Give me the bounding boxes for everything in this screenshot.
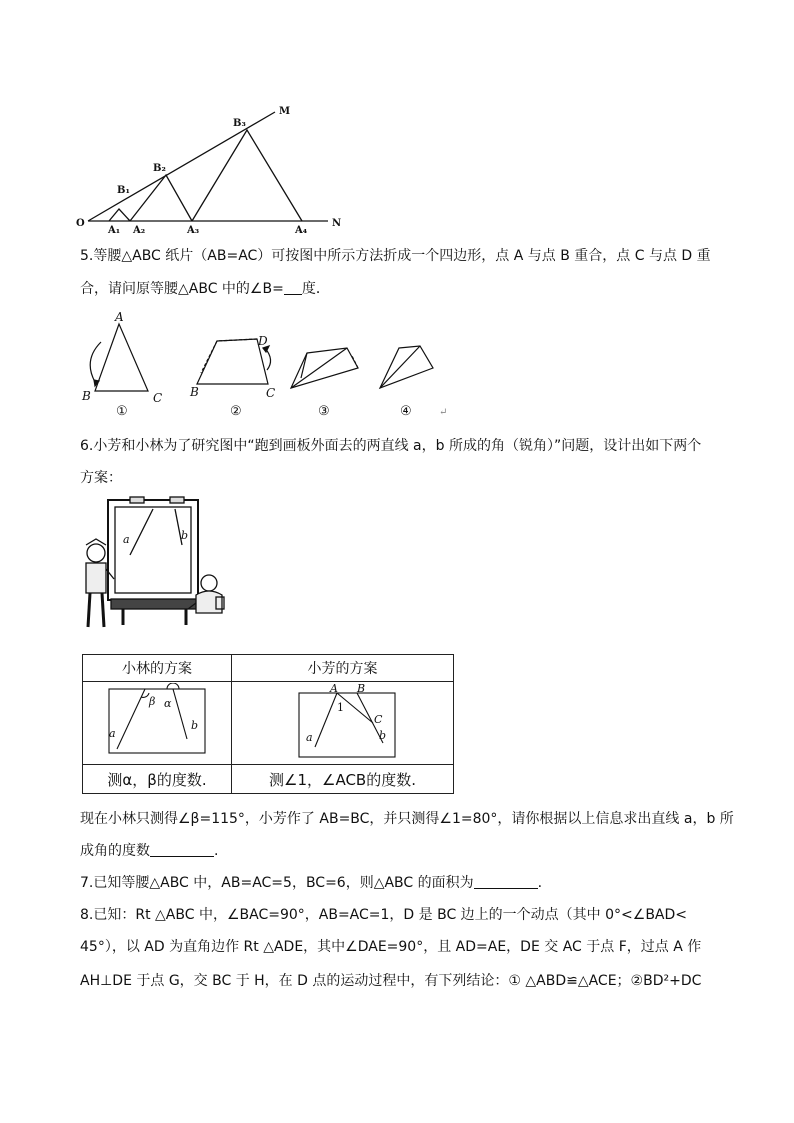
- board-label-b: b: [181, 529, 189, 542]
- label-a3: A₃: [187, 225, 200, 236]
- xl-label-alpha: α: [164, 697, 172, 710]
- label-b3: B₃: [233, 118, 246, 129]
- xl-label-a: a: [109, 727, 116, 740]
- xiaolin-figure-cell: [83, 682, 232, 765]
- xiaofang-figure: [263, 683, 423, 763]
- xf-label-a-line: a: [305, 731, 313, 744]
- step-label-2: ②: [230, 404, 242, 419]
- caption-xiaolin: 测α，β的度数.: [83, 765, 232, 794]
- label-o: O: [76, 218, 85, 229]
- angle-triangles-figure: [70, 100, 360, 240]
- q8-line-2: 45°），以 AD 为直角边作 Rt △ADE，其中∠DAE=90°，且 AD=AE，DE 交 AC 于点 F，过点 A 作: [80, 939, 702, 955]
- q6-after-line-1: 现在小林只测得∠β=115°，小芳作了 AB=BC，并只测得∠1=80°，请你根据以上信息求出直线 a，b 所: [80, 811, 734, 827]
- xiaolin-figure: [87, 683, 227, 763]
- scheme-table: [82, 654, 454, 794]
- answer-blank[interactable]: [284, 280, 302, 295]
- xf-label-b: B: [356, 683, 365, 695]
- label-a4: A₄: [295, 225, 308, 236]
- label-a2: A₂: [133, 225, 146, 236]
- label-b2: B₂: [153, 163, 166, 174]
- fold-label-c2: C: [266, 386, 276, 400]
- answer-blank[interactable]: [474, 874, 538, 889]
- step-label-1: ①: [116, 404, 128, 419]
- caption-xiaofang: 测∠1，∠ACB的度数.: [232, 765, 454, 794]
- header-xiaolin: 小林的方案: [83, 655, 232, 682]
- label-n: N: [332, 218, 342, 229]
- xl-label-b: b: [191, 719, 199, 732]
- header-xiaofang: 小芳的方案: [232, 655, 454, 682]
- folding-steps-figure: [75, 308, 455, 426]
- fold-label-c: C: [153, 391, 163, 405]
- xf-label-a: A: [329, 683, 338, 695]
- q6-after-line-2: 成角的度数 .: [80, 843, 219, 859]
- xf-label-b-line: b: [378, 729, 386, 742]
- xl-label-beta: β: [149, 695, 156, 708]
- q8-line-3: AH⊥DE 于点 G，交 BC 于 H，在 D 点的运动过程中，有下列结论：① △ABD≌△ACE；②BD²+DC: [80, 973, 702, 989]
- fold-label-b2: B: [190, 385, 199, 399]
- step-label-3: ③: [318, 404, 330, 419]
- fold-label-d: D: [258, 334, 268, 348]
- q7-line: 7.已知等腰△ABC 中，AB=AC=5，BC=6，则△ABC 的面积为 .: [80, 875, 543, 891]
- label-b1: B₁: [117, 185, 130, 196]
- label-m: M: [279, 106, 291, 117]
- return-mark: ↵: [439, 407, 448, 418]
- q5-line-2: 合，请问原等腰△ABC 中的∠B= 度．: [80, 281, 330, 297]
- fold-label-b: B: [82, 389, 91, 403]
- xf-label-1: 1: [336, 701, 344, 714]
- drawing-board-illustration: [78, 495, 228, 637]
- answer-blank[interactable]: [150, 842, 214, 857]
- label-a1: A₁: [108, 225, 121, 236]
- q5-line-1: 5.等腰△ABC 纸片（AB=AC）可按图中所示方法折成一个四边形，点 A 与点 B 重合，点 C 与点 D 重: [80, 248, 711, 264]
- xf-label-c: C: [373, 713, 382, 726]
- board-label-a: a: [123, 533, 130, 546]
- xiaofang-figure-cell: [232, 682, 454, 765]
- fold-label-a: A: [115, 310, 124, 324]
- q6-line-1: 6.小芳和小林为了研究图中“跑到画板外面去的两直线 a，b 所成的角（锐角）”问题，设计出如下两个: [80, 438, 702, 454]
- q6-line-2: 方案：: [80, 470, 122, 486]
- q8-line-1: 8.已知：Rt △ABC 中，∠BAC=90°，AB=AC=1，D 是 BC 边上的一个动点（其中 0°<∠BAD<: [80, 907, 688, 923]
- step-label-4: ④: [400, 404, 412, 419]
